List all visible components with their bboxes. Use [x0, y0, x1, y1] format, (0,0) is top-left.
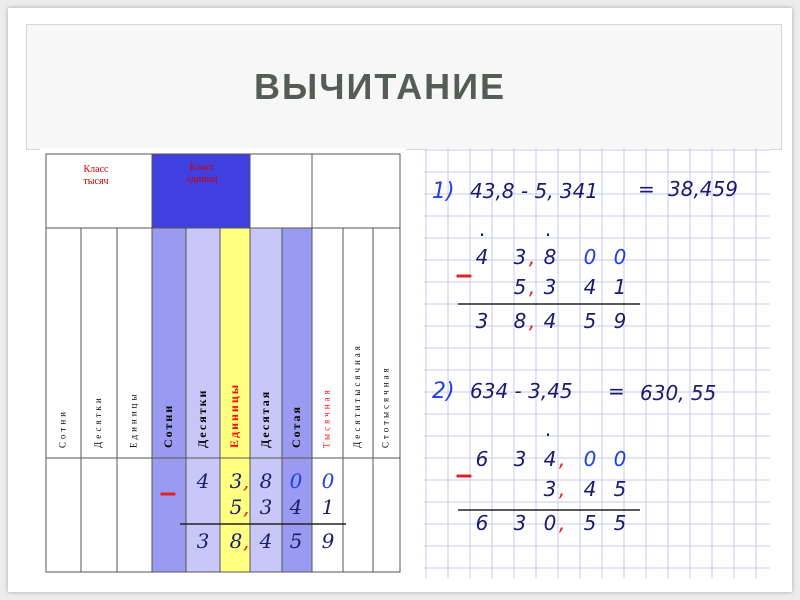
- p1-row1-cell-3: 8: [543, 245, 557, 269]
- column-label-6: Десятая: [257, 389, 272, 448]
- problem2-borrow-dot: ·: [544, 423, 552, 447]
- p2-row1-cell-1: 3: [513, 447, 527, 471]
- table-row3-cell-0: 3: [196, 529, 210, 553]
- place-value-table: [40, 148, 406, 578]
- problem2-result: 630, 55: [640, 381, 717, 405]
- p2-row3-cell-0: 6: [475, 511, 489, 535]
- p1-row3-cell-5: 9: [613, 309, 627, 333]
- p2-row3-cell-5: 5: [613, 511, 627, 535]
- problem1-result: 38,459: [668, 177, 738, 201]
- table-row2-cell-1: ,: [242, 495, 250, 519]
- table-row1-cell-4: 0: [289, 469, 303, 493]
- p1-row2-cell-4: 1: [613, 275, 627, 299]
- p1-row3-cell-3: 4: [543, 309, 557, 333]
- table-row3-cell-2: ,: [242, 529, 250, 553]
- p1-row3-cell-1: 8: [513, 309, 527, 333]
- table-row1-cell-1: 3: [229, 469, 243, 493]
- p2-row1-cell-4: 0: [583, 447, 597, 471]
- column-label-4: Десятки: [194, 388, 209, 448]
- p2-row1-cell-2: 4: [543, 447, 557, 471]
- problem1-borrow-dot-2: ·: [544, 223, 552, 247]
- p2-row3-cell-2: 0: [543, 511, 557, 535]
- problem1-equals: =: [638, 177, 655, 201]
- column-label-2: Единицы: [128, 391, 139, 448]
- table-row1-cell-5: 0: [321, 469, 335, 493]
- column-label-9: Десятитысячная: [352, 343, 363, 448]
- p2-row1-cell-5: 0: [613, 447, 627, 471]
- problem1-label: 1): [432, 179, 455, 204]
- p1-row3-cell-0: 3: [475, 309, 489, 333]
- table-row2-cell-0: 5: [229, 495, 243, 519]
- table-row3-cell-4: 5: [289, 529, 303, 553]
- p2-row1-cell-0: 6: [475, 447, 489, 471]
- problem1-minus-sign: –: [455, 258, 473, 291]
- column-label-1: Десятки: [93, 395, 104, 448]
- p2-row3-cell-3: ,: [558, 511, 566, 535]
- column-bg-7: [282, 228, 312, 572]
- table-row3-cell-5: 9: [321, 529, 335, 553]
- p1-row3-cell-2: ,: [528, 309, 536, 333]
- p1-row1-cell-0: 4: [475, 245, 489, 269]
- slide-title: ВЫЧИТАНИЕ: [254, 66, 507, 107]
- p2-row2-cell-0: 3: [543, 477, 557, 501]
- worked-examples-svg: [424, 148, 770, 578]
- p1-row2-cell-0: 5: [513, 275, 527, 299]
- worked-examples: [424, 148, 770, 578]
- p1-row2-cell-2: 3: [543, 275, 557, 299]
- table-row3-cell-3: 4: [259, 529, 273, 553]
- problem2-equals: =: [608, 379, 625, 403]
- class-thousands-label-1: Класс: [83, 164, 109, 175]
- column-label-7: Сотая: [288, 404, 303, 448]
- p2-row2-cell-3: 5: [613, 477, 627, 501]
- class-units-label-1: Класс: [189, 162, 215, 173]
- table-row1-cell-3: 8: [259, 469, 273, 493]
- p2-row1-cell-3: ,: [558, 447, 566, 471]
- p1-row1-cell-5: 0: [613, 245, 627, 269]
- table-row1-cell-0: 4: [196, 469, 210, 493]
- table-minus-sign: –: [159, 476, 177, 509]
- table-row2-cell-3: 4: [289, 495, 303, 519]
- p1-row2-cell-3: 4: [583, 275, 597, 299]
- problem2-minus-sign: –: [455, 458, 473, 491]
- column-label-10: Стотысячная: [380, 365, 391, 448]
- p1-row1-cell-4: 0: [583, 245, 597, 269]
- place-value-table-svg: [40, 148, 406, 578]
- p1-row2-cell-1: ,: [528, 275, 536, 299]
- class-thousands-label-2: тысяч: [83, 176, 109, 187]
- p1-row3-cell-4: 5: [583, 309, 597, 333]
- p1-row1-cell-1: 3: [513, 245, 527, 269]
- table-row3-cell-1: 8: [229, 529, 243, 553]
- problem2-label: 2): [432, 379, 455, 404]
- class-units-label-2: единиц: [186, 174, 218, 185]
- table-row2-cell-2: 3: [259, 495, 273, 519]
- column-label-5: Единицы: [226, 382, 241, 448]
- table-row1-cell-2: ,: [242, 469, 250, 493]
- p2-row2-cell-1: ,: [558, 477, 566, 501]
- column-label-3: Сотни: [160, 403, 175, 448]
- table-row2-cell-4: 1: [321, 495, 335, 519]
- problem1-borrow-dot-1: ·: [478, 223, 486, 247]
- problem1-expression: 43,8 - 5, 341: [470, 179, 599, 203]
- p2-row3-cell-4: 5: [583, 511, 597, 535]
- p2-row3-cell-1: 3: [513, 511, 527, 535]
- column-label-8: Тысячная: [321, 387, 332, 448]
- p2-row2-cell-2: 4: [583, 477, 597, 501]
- p1-row1-cell-2: ,: [528, 245, 536, 269]
- column-bg-3: [152, 228, 186, 572]
- problem2-expression: 634 - 3,45: [470, 379, 573, 403]
- column-label-0: Сотни: [57, 409, 68, 448]
